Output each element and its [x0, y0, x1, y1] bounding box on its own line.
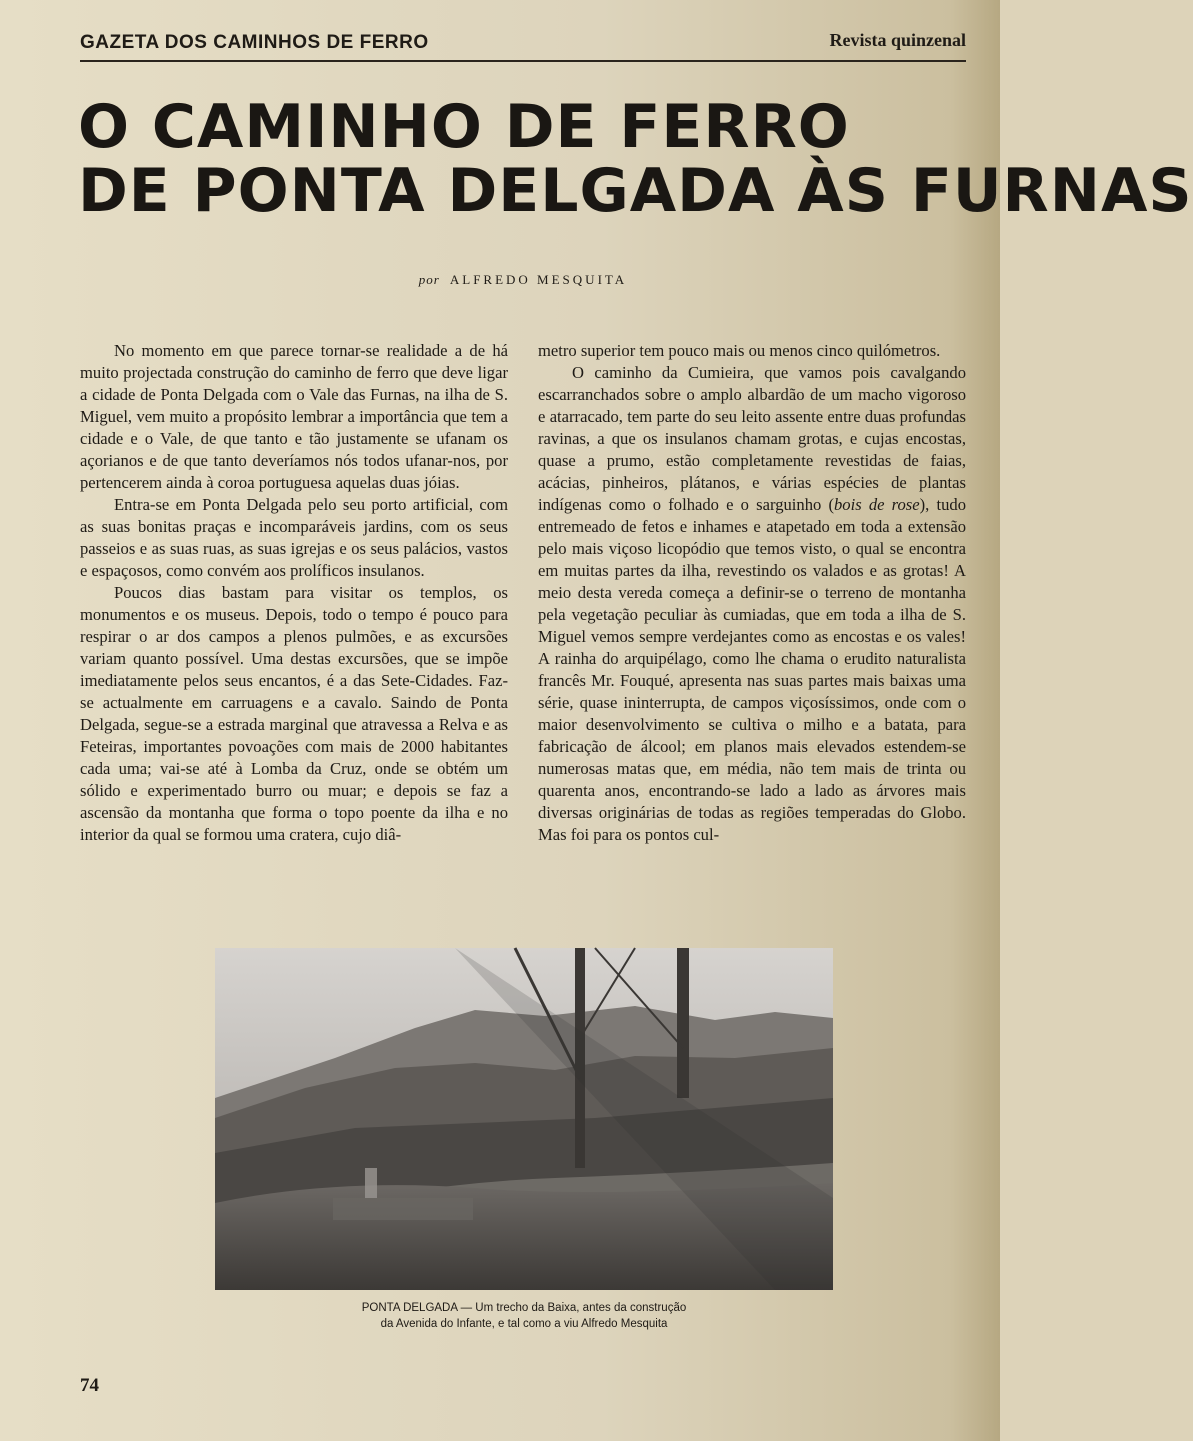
page-number: 74: [80, 1375, 99, 1396]
photo-illustration: [215, 948, 833, 1290]
city-photograph: [215, 948, 833, 1290]
byline: [80, 272, 966, 288]
paragraph-text: O caminho da Cumieira, que vamos pois cavalgando escarranchados sobre o amplo albardão de um macho vigoroso e atarracado, tem parte do seu leito assente entre duas profundas ravinas, a que os insulanos chamam grotas, e cujas encostas, quase a prumo, estão completamente revestidas de faias, acácias, pinheiros, plátanos, e várias espécies de plantas indígenas como o folhado e o sarguinho (: [538, 363, 966, 514]
paragraph: No momento em que parece tornar-se realidade a de há muito projectada construção do caminho de ferro que deve ligar a cidade de Ponta Delgada com o Vale das Furnas, na ilha de S. Miguel, vem muito a propósito lembrar a importância que tem a cidade e o Vale, de que tanto e tão justamente se ufanam os açorianos e de que tanto deveríamos nós todos ufanar-nos, por pertencerem ainda à coroa portuguesa aquelas duas jóias.: [80, 341, 508, 492]
author-name: ALFREDO MESQUITA: [449, 272, 628, 287]
paragraph: [538, 362, 966, 846]
paragraph: Poucos dias bastam para visitar os templos, os monumentos e os museus. Depois, todo o tempo é pouco para respirar o ar dos campos a plenos pulmões, e as excursões variam quanto possível. Uma destas excursões, que se impõe imediatamente pelos seus encantos, é a das Sete-Cidades. Faz-se actualmente em carruagens e a cavalo. Saindo de Ponta Delgada, segue-se a estrada marginal que atravessa a Relva e as Feteiras, importantes povoações com mais de 2000 habitantes cada uma; vai-se até à Lomba da Cruz, onde se obtém um sólido e experimentado burro ou muar; e depois se faz a ascensão da montanha que forma o topo poente da ilha e no interior da qual se formou uma cratera, cujo diâ-: [80, 583, 508, 844]
byline-prefix: por: [418, 272, 440, 287]
right-column: [538, 340, 966, 846]
publication-name: GAZETA DOS CAMINHOS DE FERRO: [80, 32, 429, 53]
article-title-line-2: DE PONTA DELGADA ÀS FURNAS: [78, 156, 1193, 226]
paragraph: Entra-se em Ponta Delgada pelo seu porto artificial, com as suas bonitas praças e incomparáveis jardins, com os seus passeios e as suas ruas, as suas igrejas e os seus palácios, vastos e espaçosos, como convém aos prolíficos insulanos.: [80, 495, 508, 580]
caption-line-2: da Avenida do Infante, e tal como a viu Alfredo Mesquita: [380, 1318, 668, 1330]
left-column: [80, 340, 508, 846]
italic-term: bois de rose: [834, 495, 920, 514]
photo-caption: [215, 1300, 833, 1332]
paragraph: metro superior tem pouco mais ou menos cinco quilómetros.: [538, 341, 941, 360]
article-title-line-1: O CAMINHO DE FERRO: [78, 92, 850, 162]
paragraph-text: ), tudo entremeado de fetos e inhames e atapetado em toda a extensão pelo mais viçoso licopódio que temos visto, o qual se encontra em muitas partes da ilha, revestindo os valados e as grotas! A meio desta vereda começa a definir-se o terreno de montanha pela vegetação peculiar às cumiadas, que em toda a ilha de S. Miguel vemos sempre verdejantes como as encostas e os vales! A rainha do arquipélago, como lhe chama o erudito naturalista francês Mr. Fouqué, apresenta nas suas partes mais baixas uma série, quase ininterrupta, de campos viçosíssimos, onde com o maior desenvolvimento se cultiva o milho e a batata, para fabricação de álcool; em planos mais elevados estendem-se numerosas matas que, em média, não tem mais de trinta ou quarenta anos, encontrando-se lado a lado as árvores mais diversas originárias de todas as regiões temperadas do Globo. Mas foi para os pontos cul-: [538, 495, 966, 844]
caption-line-1: PONTA DELGADA — Um trecho da Baixa, antes da construção: [361, 1302, 687, 1314]
article-title: [78, 92, 1193, 226]
publication-frequency: Revista quinzenal: [829, 30, 966, 50]
running-header: [80, 30, 966, 62]
